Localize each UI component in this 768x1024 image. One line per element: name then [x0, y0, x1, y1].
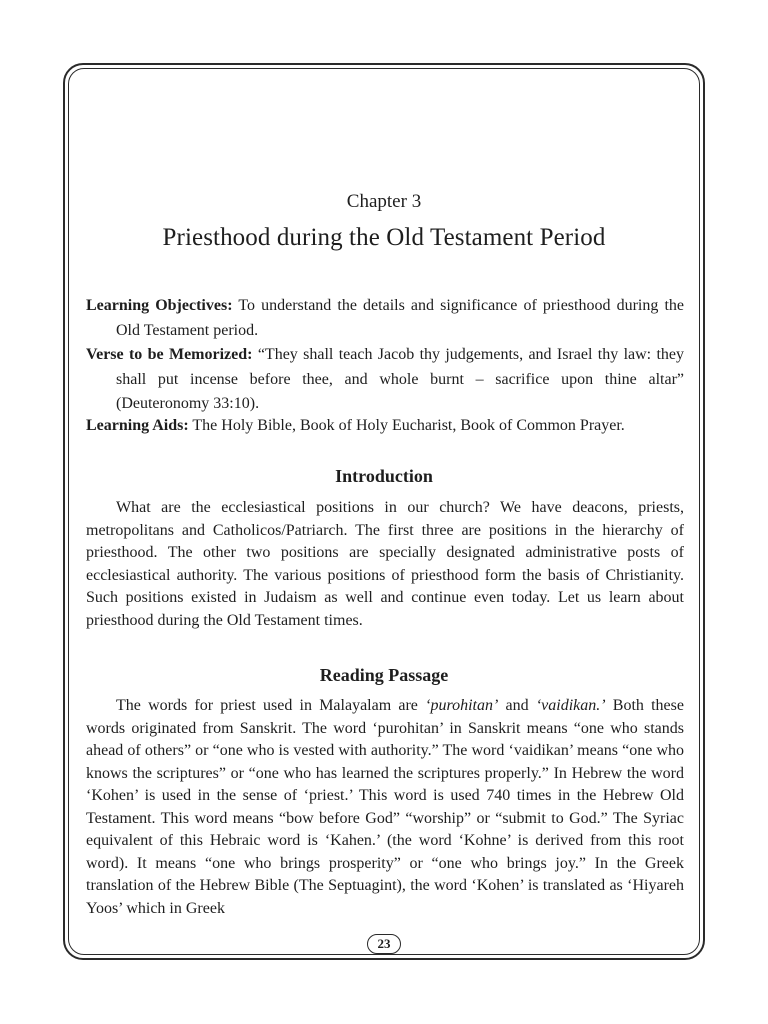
- verse-to-memorize: [86, 343, 684, 417]
- learning-aids-label: Learning Aids:: [86, 417, 189, 434]
- reading-passage-rest: Both these words originated from Sanskrit. The word ‘purohitan’ in Sanskrit means “one who stands ahead of others” or “one who is vested with authority.” The word ‘vaidikan’ means “one who knows the scriptures” or “one who has learned the scriptures properly.” In Hebrew the word ‘Kohen’ is used in the sense of ‘priest.’ This word is used 740 times in the Hebrew Old Testament. This word means “bow before God” “worship” or “submit to God.” The Syriac equivalent of this Hebraic word is ‘Kahen.’ (the word ‘Kohne’ is derived from this root word). It means “one who brings prosperity” or “one who brings joy.” In the Greek translation of the Hebrew Bible (The Septuagint), the word ‘Kohen’ is translated as ‘Hiyareh Yoos’ which in Greek: [86, 697, 684, 917]
- reading-passage-heading: Reading Passage: [319, 665, 449, 685]
- learning-objectives-label: Learning Objectives:: [86, 297, 233, 314]
- reading-passage-start: The words for priest used in Malayalam are: [116, 697, 426, 714]
- term-vaidikan: ‘vaidikan.’: [535, 697, 606, 714]
- verse-text: “They shall teach Jacob thy judgements, and Israel thy law: they shall put incense before thee, and whole burnt – sacrifice upon thine altar” (Deuteronomy 33:10).: [116, 346, 684, 412]
- introduction-heading: Introduction: [335, 466, 433, 486]
- introduction-paragraph: What are the ecclesiastical positions in our church? We have deacons, priests, metropolitans and Catholicos/Patriarch. The first three are positions in the hierarchy of priesthood. The other two positions are specially designated administrative posts of ecclesiastical authority. The various positions of priesthood form the basis of Christianity. Such positions existed in Judaism as well and continue even today. Let us learn about priesthood during the Old Testament times.: [86, 499, 684, 629]
- verse-label: Verse to be Memorized:: [86, 346, 253, 363]
- page-number-badge: [367, 934, 401, 954]
- term-purohitan: ‘purohitan’: [425, 697, 499, 714]
- reading-passage-and: and: [498, 697, 536, 714]
- learning-objectives-text: To understand the details and significance of priesthood during the Old Testament period.: [116, 297, 685, 339]
- chapter-number: Chapter 3: [346, 191, 422, 212]
- page-number: 23: [377, 936, 391, 951]
- reading-passage-paragraph: [86, 695, 684, 920]
- learning-aids-text: The Holy Bible, Book of Holy Eucharist, Book of Common Prayer.: [188, 417, 625, 434]
- learning-objectives: [86, 294, 684, 343]
- learning-aids: [86, 414, 684, 439]
- chapter-title: Priesthood during the Old Testament Period: [162, 224, 606, 251]
